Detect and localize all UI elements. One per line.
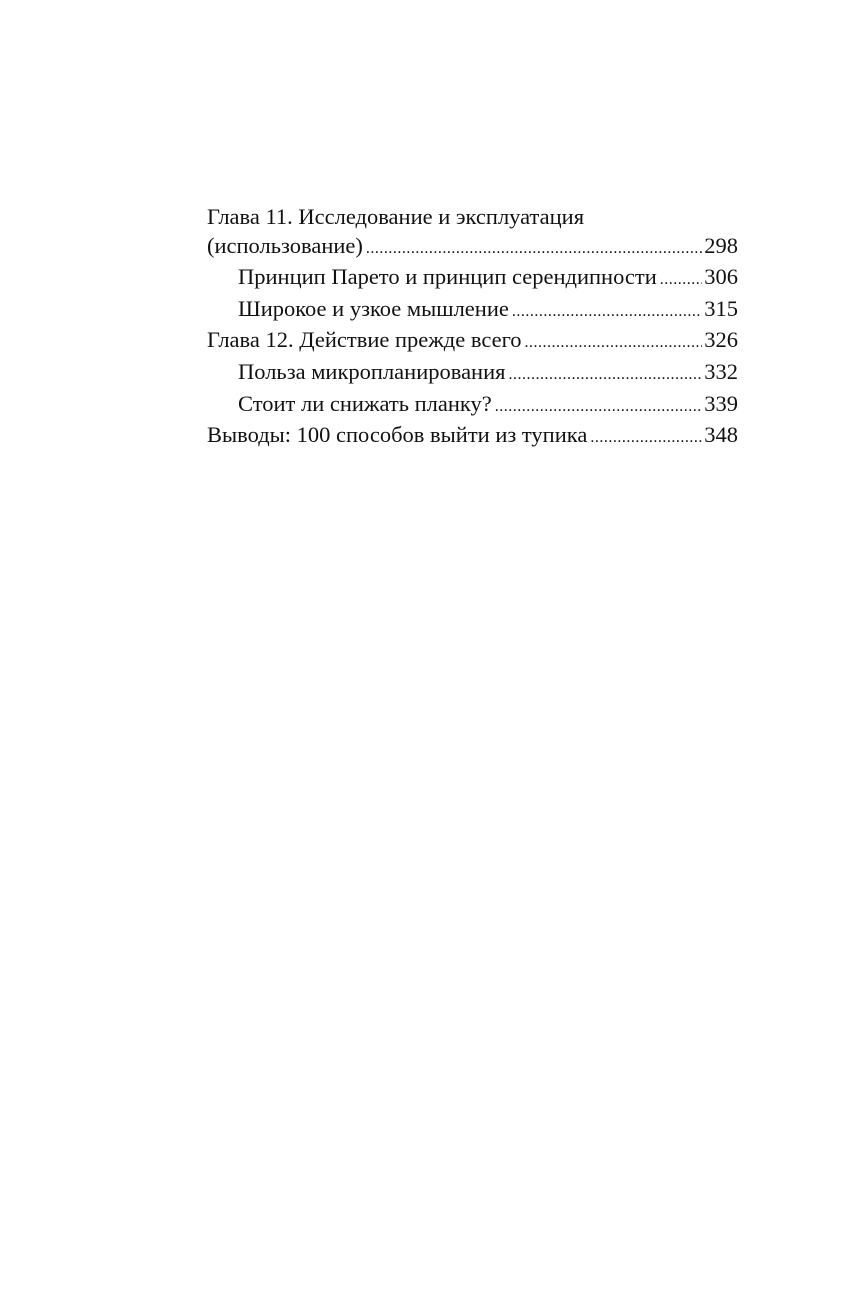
dot-leader <box>366 232 702 264</box>
table-of-contents <box>207 203 738 453</box>
toc-entry-page: 315 <box>704 295 738 321</box>
toc-entry-microplanning[interactable] <box>207 358 738 390</box>
toc-entry-page: 306 <box>704 264 738 290</box>
toc-entry-title: Принцип Парето и принцип серендипности <box>238 264 657 290</box>
toc-entry-title: Стоит ли снижать планку? <box>238 390 492 416</box>
toc-entry-lower-the-bar[interactable] <box>207 390 738 422</box>
toc-entry-broad-narrow-thinking[interactable] <box>207 295 738 327</box>
toc-entry-title: Широкое и узкое мышление <box>238 295 509 321</box>
toc-entry-pareto[interactable] <box>207 263 738 295</box>
toc-entry-page: 332 <box>704 358 738 384</box>
dot-leader <box>525 326 703 358</box>
dot-leader <box>495 390 702 422</box>
toc-entry-chapter-11-heading <box>207 203 738 232</box>
toc-entry-title: Глава 11. Исследование и эксплуатация <box>207 204 585 229</box>
toc-entry-page: 326 <box>704 327 738 353</box>
dot-leader <box>508 358 702 390</box>
dot-leader <box>660 263 702 295</box>
toc-entry-chapter-12[interactable] <box>207 326 738 358</box>
toc-entry-title: Глава 12. Действие прежде всего <box>207 327 522 353</box>
toc-entry-page: 339 <box>704 390 738 416</box>
toc-entry-conclusions[interactable] <box>207 421 738 453</box>
dot-leader <box>590 421 702 453</box>
toc-entry-page: 298 <box>704 232 738 258</box>
toc-entry-title: Выводы: 100 способов выйти из тупика <box>207 422 588 448</box>
toc-entry-title: Польза микропланирования <box>238 358 506 384</box>
toc-entry-chapter-11[interactable] <box>207 232 738 264</box>
toc-entry-page: 348 <box>704 422 738 448</box>
dot-leader <box>512 295 702 327</box>
toc-entry-title: (использование) <box>207 232 363 258</box>
